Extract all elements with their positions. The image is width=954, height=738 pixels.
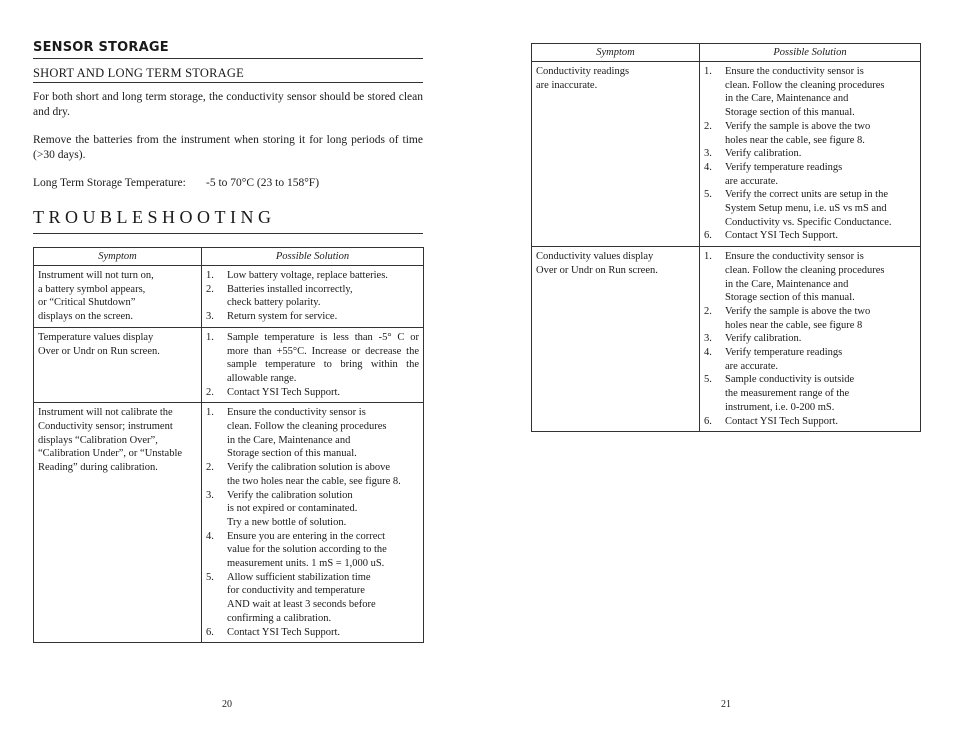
section-rule-bottom: [33, 82, 423, 83]
troubleshooting-rule: [33, 233, 423, 234]
symptom-cell: Instrument will not calibrate the Conductivity sensor; instrument displays “Calibration Over”, “Calibration Under”, or “Unstable Reading” during calibration.: [34, 403, 202, 643]
solution-item: [704, 120, 916, 147]
page-number: 20: [222, 699, 232, 710]
solution-item: [206, 530, 419, 571]
solution-header: Possible Solution: [700, 44, 921, 62]
solution-number: 1.: [704, 66, 712, 77]
solution-number: 2.: [206, 283, 214, 295]
solution-number: 3.: [206, 311, 214, 323]
storage-subheading: SHORT AND LONG TERM STORAGE: [33, 66, 244, 80]
solution-item: [206, 269, 419, 283]
solution-text: Allow sufficient stabilization time for conductivity and temperature AND wait at least 3 seconds before confirming a calibration.: [227, 571, 376, 624]
solution-item: [704, 65, 916, 120]
solution-item: [206, 406, 419, 461]
solution-number: 2.: [206, 462, 214, 474]
table-header-row: [532, 44, 921, 62]
section-rule-top: [33, 58, 423, 59]
solution-cell: [202, 266, 424, 328]
solution-number: 6.: [704, 415, 712, 427]
solution-item: [704, 305, 916, 332]
troubleshooting-title: TROUBLESHOOTING: [33, 207, 276, 227]
solution-item: [206, 283, 419, 310]
symptom-cell: Instrument will not turn on, a battery symbol appears, or “Critical Shutdown” displays on the screen.: [34, 266, 202, 328]
right-page: [477, 0, 954, 738]
solution-number: 1.: [206, 270, 214, 281]
solution-text: Verify calibration.: [725, 148, 802, 160]
symptom-cell: Conductivity values display Over or Undr on Run screen.: [532, 247, 700, 432]
solution-number: 1.: [206, 331, 214, 343]
table-row: [532, 62, 921, 247]
solution-item: [206, 571, 419, 626]
solution-cell: [700, 247, 921, 432]
solution-number: 2.: [206, 386, 214, 398]
solution-text: Contact YSI Tech Support.: [725, 230, 839, 242]
solution-text: Return system for service.: [227, 311, 338, 323]
solution-text: Verify temperature readings are accurate.: [725, 161, 843, 187]
solution-list: [206, 269, 419, 324]
solution-text: Sample temperature is less than -5° C or more than +55°C. Increase or decrease the sample temperature to bring within the allowable range.: [227, 331, 419, 384]
solution-number: 2.: [704, 305, 712, 317]
solution-item: [704, 147, 916, 161]
storage-temperature-value: -5 to 70°C (23 to 158°F): [206, 177, 320, 189]
solution-number: 4.: [704, 347, 712, 359]
solution-item: [704, 373, 916, 414]
solution-number: 3.: [704, 148, 712, 160]
symptom-header: Symptom: [34, 248, 202, 266]
solution-text: Ensure you are entering in the correct value for the solution according to the measurement units. 1 mS = 1,000 uS.: [227, 530, 387, 570]
solution-number: 1.: [704, 251, 712, 263]
solution-text: Verify the calibration solution is not expired or contaminated. Try a new bottle of solution.: [227, 489, 358, 528]
storage-paragraph-2: Remove the batteries from the instrument when storing it for long periods of time (>30 days).: [33, 134, 423, 161]
symptom-cell: Temperature values display Over or Undr on Run screen.: [34, 327, 202, 403]
solution-text: Verify calibration.: [725, 333, 802, 345]
table-row: [34, 403, 424, 643]
storage-paragraph-1: For both short and long term storage, the conductivity sensor should be stored clean and dry.: [33, 91, 423, 118]
solution-item: [206, 461, 419, 488]
solution-number: 5.: [206, 571, 214, 583]
table-row: [34, 327, 424, 403]
solution-item: [704, 250, 916, 305]
solution-text: Batteries installed incorrectly, check battery polarity.: [227, 283, 353, 309]
solution-number: 6.: [704, 230, 712, 242]
solution-list: [206, 331, 419, 400]
solution-text: Verify temperature readings are accurate.: [725, 347, 843, 372]
solution-number: 1.: [206, 407, 214, 419]
solution-item: [206, 386, 419, 400]
solution-text: Low battery voltage, replace batteries.: [227, 270, 388, 281]
solution-number: 3.: [704, 333, 712, 345]
solution-text: Verify the correct units are setup in the System Setup menu, i.e. uS vs mS and Conductivity vs. Specific Conductance.: [725, 189, 892, 228]
solution-item: [206, 310, 419, 324]
solution-text: Ensure the conductivity sensor is clean. Follow the cleaning procedures in the Care, Maintenance and Storage section of this manual.: [725, 251, 885, 304]
solution-number: 5.: [704, 189, 712, 201]
solution-number: 4.: [206, 530, 214, 542]
solution-item: [206, 626, 419, 640]
solution-item: [704, 415, 916, 429]
solution-header: Possible Solution: [202, 248, 424, 266]
solution-cell: [202, 403, 424, 643]
solution-text: Verify the sample is above the two holes near the cable, see figure 8: [725, 305, 871, 331]
solution-item: [206, 331, 419, 386]
symptom-cell: Conductivity readings are inaccurate.: [532, 62, 700, 247]
solution-item: [704, 332, 916, 346]
solution-item: [704, 161, 916, 188]
solution-text: Ensure the conductivity sensor is clean. Follow the cleaning procedures in the Care, Maintenance and Storage section of this manual.: [227, 407, 387, 460]
solution-item: [704, 188, 916, 229]
solution-text: Ensure the conductivity sensor is clean. Follow the cleaning procedures in the Care, Maintenance and Storage section of this manual.: [725, 66, 885, 119]
page-number: 21: [721, 699, 731, 710]
solution-list: [704, 250, 916, 428]
troubleshooting-table-continued: [531, 43, 921, 432]
section-title: SENSOR STORAGE: [33, 40, 169, 55]
solution-number: 5.: [704, 374, 712, 386]
solution-item: [704, 346, 916, 373]
solution-text: Contact YSI Tech Support.: [227, 386, 341, 398]
solution-text: Contact YSI Tech Support.: [725, 415, 839, 427]
storage-temperature-label: Long Term Storage Temperature:: [33, 177, 186, 189]
solution-number: 6.: [206, 626, 214, 638]
solution-list: [206, 406, 419, 639]
solution-text: Sample conductivity is outside the measurement range of the instrument, i.e. 0-200 mS.: [725, 374, 855, 413]
solution-number: 2.: [704, 120, 712, 132]
solution-text: Verify the sample is above the two holes near the cable, see figure 8.: [725, 120, 871, 146]
solution-list: [704, 65, 916, 243]
solution-number: 4.: [704, 161, 712, 173]
solution-number: 3.: [206, 489, 214, 501]
symptom-header: Symptom: [532, 44, 700, 62]
solution-item: [206, 489, 419, 530]
solution-text: Verify the calibration solution is above the two holes near the cable, see figure 8.: [227, 462, 401, 487]
solution-item: [704, 229, 916, 243]
solution-text: Contact YSI Tech Support.: [227, 626, 341, 638]
table-header-row: [34, 248, 424, 266]
table-row: [34, 266, 424, 328]
solution-cell: [700, 62, 921, 247]
troubleshooting-table: [33, 247, 424, 643]
table-row: [532, 247, 921, 432]
solution-cell: [202, 327, 424, 403]
